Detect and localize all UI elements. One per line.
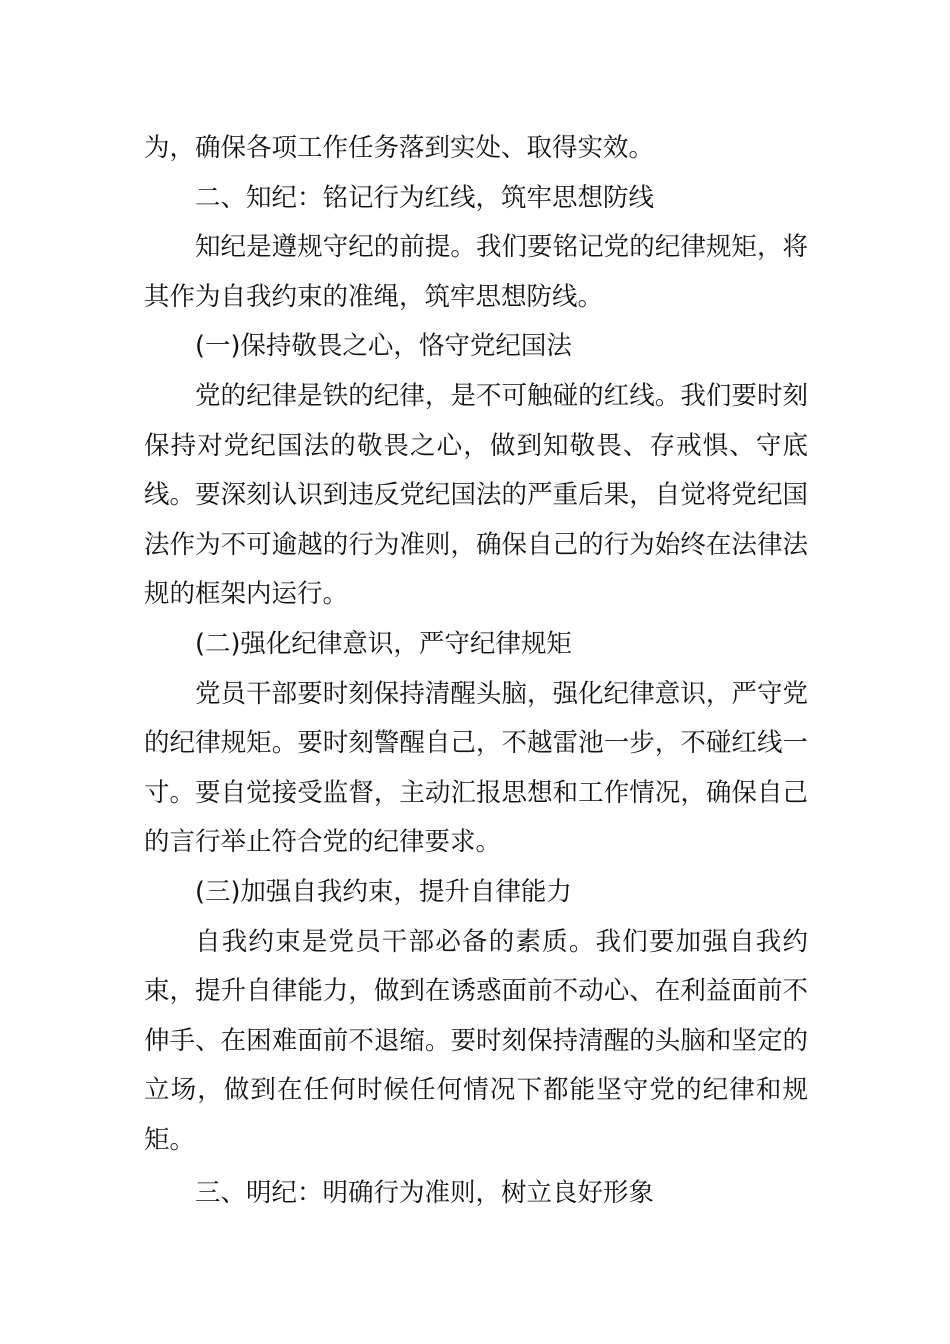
section-heading-2: 二、知纪：铭记行为红线，筑牢思想防线 <box>195 182 655 213</box>
subheading-2: (二)强化纪律意识，严守纪律规矩 <box>195 628 572 659</box>
document-body <box>144 124 808 1219</box>
paragraph-continuation: 为，确保各项工作任务落到实处、取得实效。 <box>144 133 655 163</box>
subheading-1: (一)保持敬畏之心，恪守党纪国法 <box>195 331 572 362</box>
body-paragraph: 党的纪律是铁的纪律，是不可触碰的红线。我们要时刻保持对党纪国法的敬畏之心，做到知敬畏、存戒惧、守底线。要深刻认识到违反党纪国法的严重后果，自觉将党纪国法作为不可逾越的行为准则，确保自己的行为始终在法律法规的框架内运行。 <box>144 380 808 610</box>
body-paragraph: 自我约束是党员干部必备的素质。我们要加强自我约束，提升自律能力，做到在诱惑面前不动心、在利益面前不伸手、在困难面前不退缩。要时刻保持清醒的头脑和坚定的立场，做到在任何时候任何情况下都能坚守党的纪律和规矩。 <box>144 926 808 1155</box>
body-paragraph: 知纪是遵规守纪的前提。我们要铭记党的纪律规矩，将其作为自我约束的准绳，筑牢思想防线。 <box>144 232 808 312</box>
body-paragraph: 党员干部要时刻保持清醒头脑，强化纪律意识，严守党的纪律规矩。要时刻警醒自己，不越雷池一步，不碰红线一寸。要自觉接受监督，主动汇报思想和工作情况，确保自己的言行举止符合党的纪律要求。 <box>144 678 808 858</box>
section-heading-3: 三、明纪：明确行为准则，树立良好形象 <box>195 1178 655 1209</box>
subheading-3: (三)加强自我约束，提升自律能力 <box>195 876 572 907</box>
